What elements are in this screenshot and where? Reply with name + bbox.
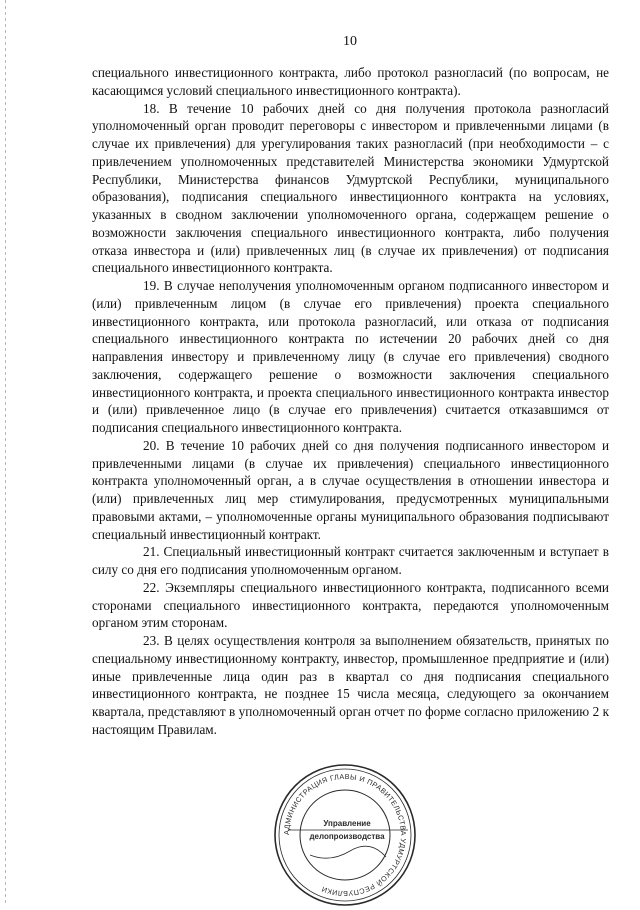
stamp-seal-icon [270,760,420,910]
paragraph-23: 23. В целях осуществления контроля за выполнением обязательств, принятых по специальному инвестиционному контракту, инвестор, промышленное предприятие и (или) иные привлеченные лица один раз в квартал со дня подписания специального инвестиционного контракта, не позднее 15 числа месяца, следующего за окончанием квартала, представляют в уполномоченный орган отчет по форме согласно приложению 2 к настоящим Правилам. [92,633,609,737]
document-body [92,64,609,739]
paragraph-21: 21. Специальный инвестиционный контракт считается заключенным и вступает в силу со дня его подписания уполномоченным органом. [92,544,609,577]
continuation-text: специального инвестиционного контракта, либо протокол разногласий (по вопросам, не касающимся условий специального инвестиционного контракта). [92,65,609,98]
paragraph-22: 22. Экземпляры специального инвестиционного контракта, подписанного всеми сторонами специального инвестиционного контракта, передаются уполномоченным органом этим сторонам. [92,579,609,631]
stamp-signature-mark [310,846,386,858]
stamp-center-line2: делопроизводства [309,832,385,841]
paragraph-19: 19. В случае неполучения уполномоченным органом подписанного инвестором и (или) привлеченным лицом (в случае его привлечения) проекта специального инвестиционного контракта, или протокола разногласий, или отказа от подписания специального инвестиционного контракта по истечении 20 рабочих дней со дня направления инвестору и привлеченному лицу (в случае его привлечения) сводного заключения, содержащего решение о возможности заключения специального инвестиционного контракта, и проекта специального инвестиционного контракта инвестор и (или) привлеченное лицо (в случае его привлечения) считается отказавшимся от подписания специального инвестиционного контракта. [92,278,609,435]
stamp-center-line1: Управление [323,819,371,828]
official-stamp [270,760,420,910]
paragraph-20: 20. В течение 10 рабочих дней со дня получения подписанного инвестором и привлеченными лицами (в случае их привлечения) специального инвестиционного контракта уполномоченный орган, а в случае осуществления в отношении инвестора и (или) привлеченных лиц мер стимулирования, предусмотренных муниципальными правовыми актами, – уполномоченные органы муниципального образования подписывают специальный инвестиционный контракт. [92,437,609,542]
page-number: 10 [343,34,357,49]
stamp-ring-text: АДМИНИСТРАЦИЯ ГЛАВЫ И ПРАВИТЕЛЬСТВА УДМУРТСКОЙ РЕСПУБЛИКИ [281,771,409,899]
paragraph-18: 18. В течение 10 рабочих дней со дня получения протокола разногласий уполномоченный орган проводит переговоры с инвестором и привлеченными лицами (в случае их привлечения) для урегулирования таких разногласий (при необходимости – с привлечением уполномоченных представителей Министерства экономики Удмуртской Республики, Министерства финансов Удмуртской Республики, муниципального образования), подписания специального инвестиционного контракта на условиях, указанных в сводном заключении уполномоченного органа, содержащем решение о возможности заключения специального инвестиционного контракта, либо получения отказа инвестора и (или) привлеченных лиц (в случае их привлечения) от подписания специального инвестиционного контракта. [92,100,609,276]
scan-edge-marks [5,0,6,905]
